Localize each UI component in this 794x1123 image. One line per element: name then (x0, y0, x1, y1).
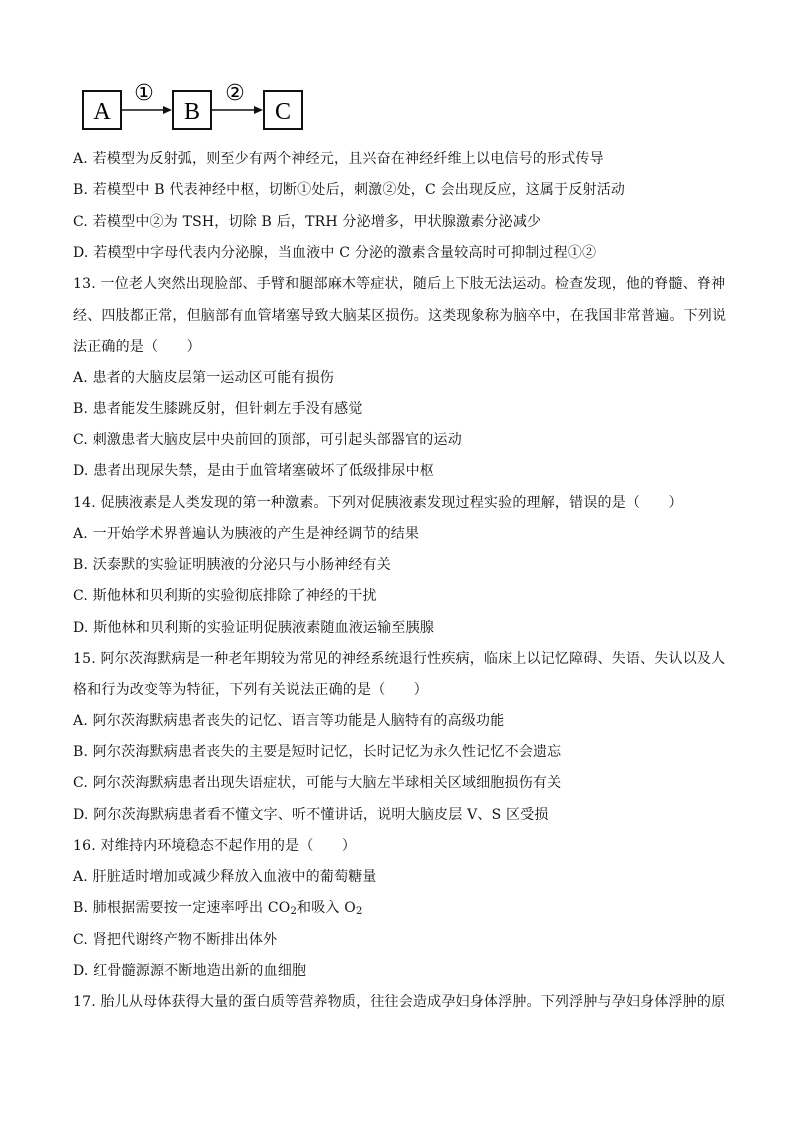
q16-option-c: C. 肾把代谢终产物不断排出体外 (73, 932, 278, 948)
q15-stem-line-1: 15. 阿尔茨海默病是一种老年期较为常见的神经系统退行性疾病，临床上以记忆障碍、失语、失认以及人 (73, 651, 726, 667)
q16-option-b (73, 898, 363, 918)
edge-2-label: ② (225, 81, 245, 106)
q12-option-c: C. 若模型中②为 TSH，切除 B 后，TRH 分泌增多，甲状腺激素分泌减少 (73, 214, 542, 230)
q13-option-b: B. 患者能发生膝跳反射，但针刺左手没有感觉 (73, 401, 363, 417)
q13-stem-line-3: 法正确的是（ ） (73, 339, 201, 355)
q13-option-d: D. 患者出现尿失禁，是由于血管堵塞破坏了低级排尿中枢 (73, 463, 435, 479)
q12-option-b: B. 若模型中 B 代表神经中枢，切断①处后，刺激②处，C 会出现反应，这属于反射活动 (73, 182, 626, 198)
q14-option-d: D. 斯他林和贝利斯的实验证明促胰液素随血液运输至胰腺 (73, 620, 435, 636)
q16-option-b-sub-1: 2 (290, 906, 297, 917)
q13-option-a: A. 患者的大脑皮层第一运动区可能有损伤 (73, 370, 335, 386)
node-b-label: B (183, 99, 201, 125)
edge-1-arrowhead (163, 106, 172, 114)
q17-stem-line-1: 17. 胎儿从母体获得大量的蛋白质等营养物质，往往会造成孕妇身体浮肿。下列浮肿与孕妇身体浮肿的原 (73, 994, 726, 1010)
flow-diagram-svg (80, 74, 310, 134)
q14-option-a: A. 一开始学术界普遍认为胰液的产生是神经调节的结果 (73, 526, 420, 542)
q14-stem: 14. 促胰液素是人类发现的第一种激素。下列对促胰液素发现过程实验的理解，错误的是（ ） (73, 495, 683, 511)
q13-stem-line-2: 经、四肢都正常，但脑部有血管堵塞导致大脑某区损伤。这类现象称为脑卒中，在我国非常普遍。下列说 (73, 308, 727, 324)
q16-stem: 16. 对维持内环境稳态不起作用的是（ ） (73, 838, 357, 854)
node-c-label: C (274, 99, 292, 125)
q16-option-a: A. 肝脏适时增加或减少释放入血液中的葡萄糖量 (73, 869, 377, 885)
q16-option-b-text-2: 和吸入 O (297, 900, 356, 916)
q12-option-a: A. 若模型为反射弧，则至少有两个神经元，且兴奋在神经纤维上以电信号的形式传导 (73, 151, 604, 167)
flow-diagram (80, 74, 310, 134)
q14-option-c: C. 斯他林和贝利斯的实验彻底排除了神经的干扰 (73, 588, 377, 604)
q16-option-d: D. 红骨髓源源不断地造出新的血细胞 (73, 963, 307, 979)
q16-option-b-sub-2: 2 (355, 906, 363, 917)
q13-option-c: C. 刺激患者大脑皮层中央前回的顶部，可引起头部器官的运动 (73, 432, 462, 448)
q13-stem-line-1: 13. 一位老人突然出现脸部、手臂和腿部麻木等症状，随后上下肢无法运动。检查发现，他的脊髓、脊神 (73, 276, 726, 292)
q15-option-a: A. 阿尔茨海默病患者丧失的记忆、语言等功能是人脑特有的高级功能 (73, 713, 505, 729)
edge-1-label: ① (134, 81, 154, 106)
node-a-label: A (93, 99, 111, 125)
q15-stem-line-2: 格和行为改变等为特征，下列有关说法正确的是（ ） (73, 682, 428, 698)
q15-option-b: B. 阿尔茨海默病患者丧失的主要是短时记忆，长时记忆为永久性记忆不会遗忘 (73, 744, 562, 760)
q15-option-d: D. 阿尔茨海默病患者看不懂文字、听不懂讲话，说明大脑皮层 V、S 区受损 (73, 807, 549, 823)
q15-option-c: C. 阿尔茨海默病患者出现失语症状，可能与大脑左半球相关区域细胞损伤有关 (73, 775, 562, 791)
q14-option-b: B. 沃泰默的实验证明胰液的分泌只与小肠神经有关 (73, 557, 391, 573)
q16-option-b-text-1: B. 肺根据需要按一定速率呼出 CO (73, 900, 291, 916)
edge-2-arrowhead (254, 106, 263, 114)
q12-option-d: D. 若模型中字母代表内分泌腺，当血液中 C 分泌的激素含量较高时可抑制过程①② (73, 245, 597, 261)
